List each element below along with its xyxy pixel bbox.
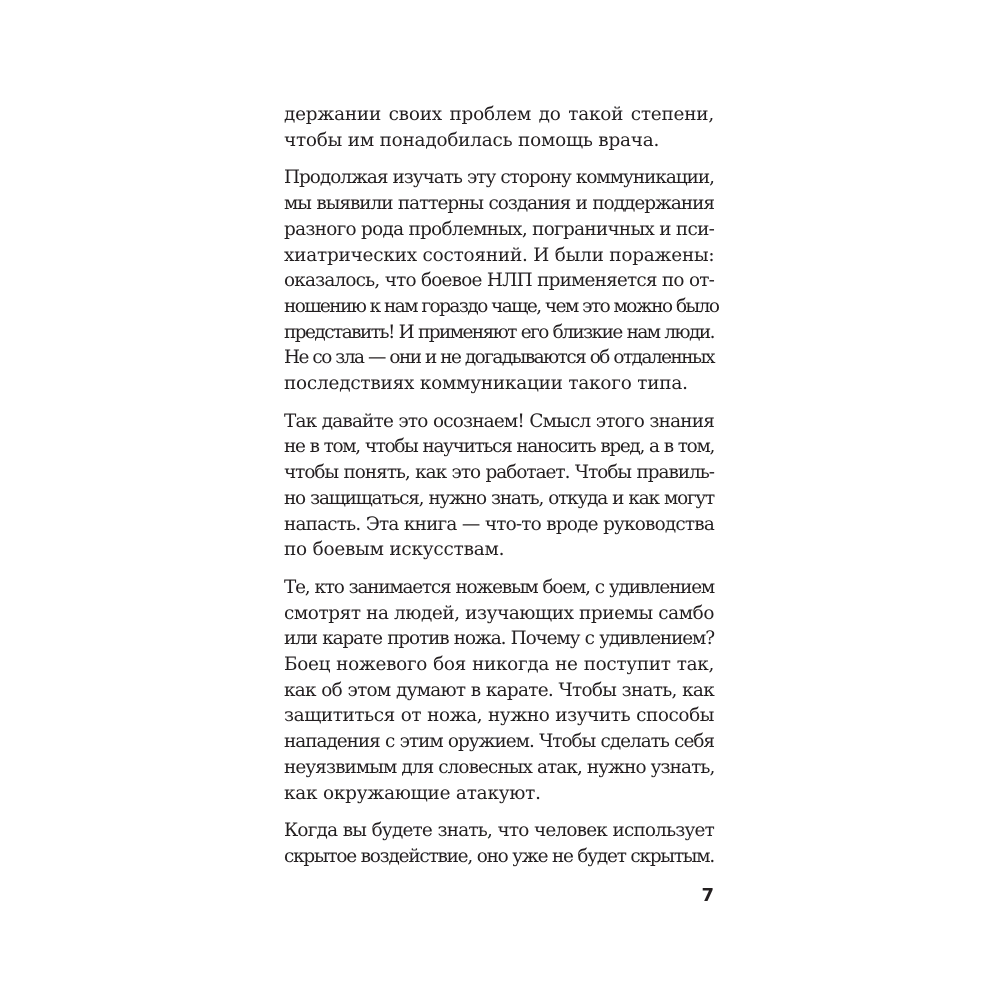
text-line: Так давайте это осознаем! Смысл этого знания	[284, 410, 714, 432]
text-line: оказалось, что боевое НЛП применяется по от-	[284, 270, 714, 292]
text-line: напасть. Эта книга — что-то вроде руководства	[284, 513, 714, 535]
paragraph-1	[284, 102, 714, 153]
text-line: разного рода проблемных, пограничных и пси-	[284, 218, 715, 240]
text-line: чтобы понять, как это работает. Чтобы правиль-	[284, 462, 714, 484]
text-line: Не со зла — они и не догадываются об отдаленных	[284, 347, 714, 369]
page-body	[284, 102, 719, 882]
text-line: чтобы им понадобилась помощь врача.	[284, 129, 660, 151]
text-line: представить! И применяют его близкие нам люди.	[284, 321, 714, 343]
text-line: последствиях коммуникации такого типа.	[284, 373, 688, 395]
text-line: Те, кто занимается ножевым боем, с удивлением	[284, 576, 714, 598]
text-line: скрытое воздействие, оно уже не будет скрытым.	[284, 845, 714, 867]
paragraph-5	[284, 818, 714, 869]
text-line: как об этом думают в карате. Чтобы знать, как	[284, 679, 714, 701]
text-line: как окружающие атакуют.	[284, 782, 541, 804]
text-line: нападения с этим оружием. Чтобы сделать себя	[284, 731, 714, 753]
text-line: не в том, чтобы научиться наносить вред, а в том,	[284, 436, 714, 458]
text-line: хиатрических состояний. И были поражены:	[284, 244, 715, 266]
text-line: Боец ножевого боя никогда не поступит так,	[284, 654, 714, 676]
text-line: держании своих проблем до такой степени,	[284, 104, 714, 125]
text-line: ношению к нам гораздо чаще, чем это можно было	[284, 295, 719, 317]
text-line: неуязвимым для словесных атак, нужно узнать,	[284, 756, 715, 778]
text-line: по боевым искусствам.	[284, 539, 505, 561]
text-line: или карате против ножа. Почему с удивлением?	[284, 628, 714, 650]
paragraph-2	[284, 165, 719, 396]
text-line: Продолжая изучать эту сторону коммуникации,	[284, 167, 714, 189]
text-line: мы выявили паттерны создания и поддержания	[284, 193, 714, 215]
paragraph-4	[284, 575, 714, 806]
page-number: 7	[701, 885, 714, 906]
text-line: Когда вы будете знать, что человек использует	[284, 820, 714, 842]
text-line: защититься от ножа, нужно изучить способы	[284, 705, 714, 727]
text-line: смотрят на людей, изучающих приемы самбо	[284, 602, 714, 624]
text-line: но защищаться, нужно знать, откуда и как могут	[284, 487, 714, 509]
paragraph-3	[284, 409, 714, 563]
